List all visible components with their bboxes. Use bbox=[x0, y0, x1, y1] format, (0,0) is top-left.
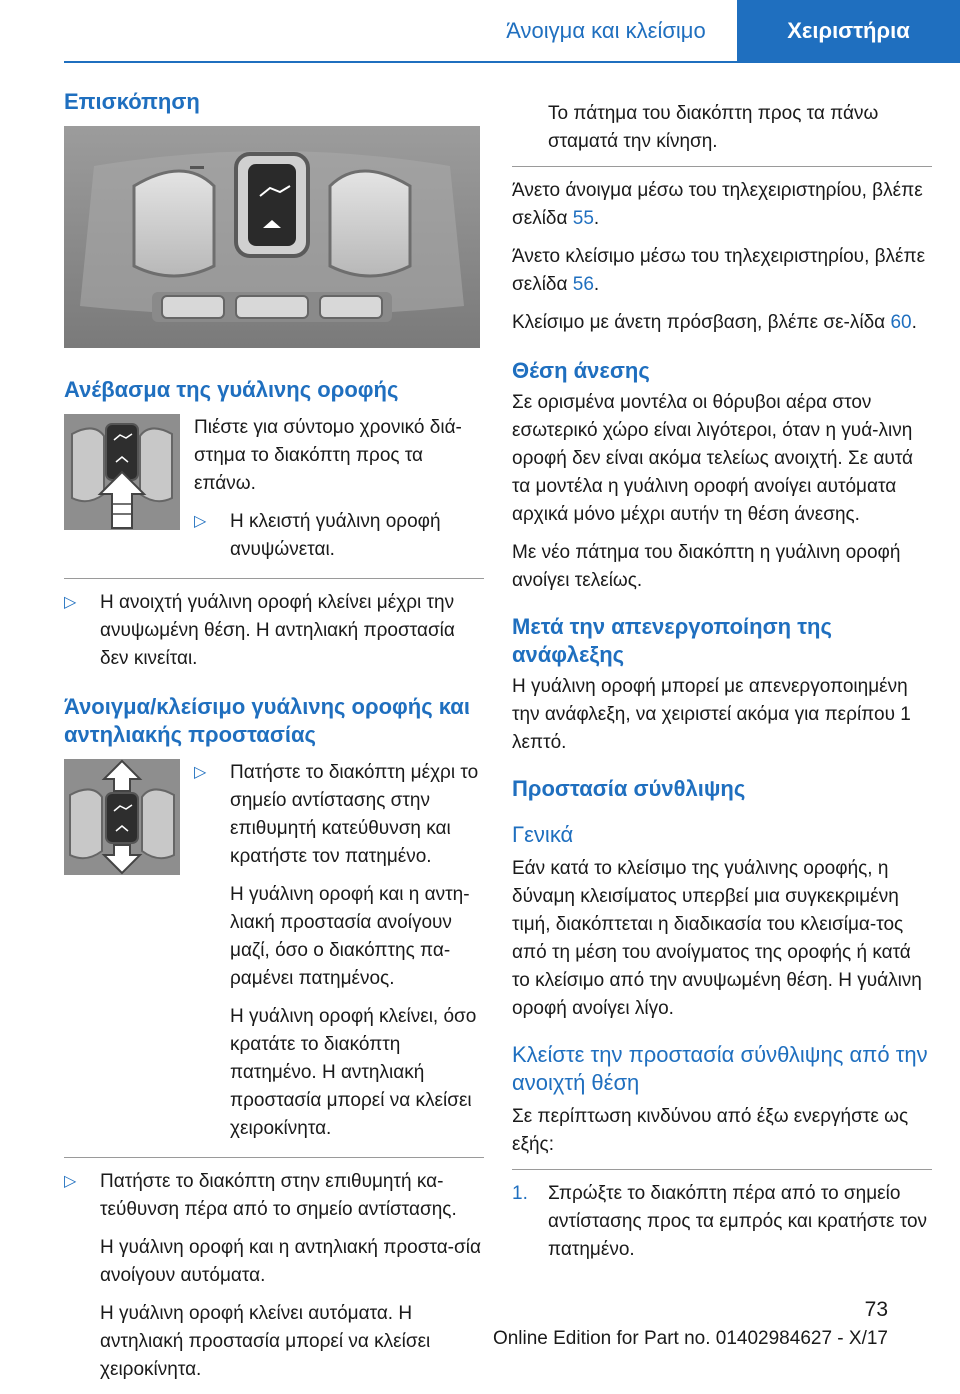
step-1-text: Σπρώξτε το διακόπτη πέρα από το σημείο αντίστασης προς τα εμπρός και κρατήστε τον πατημένο. bbox=[548, 1183, 928, 1260]
general-subheading: Γενικά bbox=[512, 822, 574, 847]
left-column bbox=[64, 88, 484, 1394]
open-close-hold-open-text: Η γυάλινη οροφή και η αντη-λιακή προστασία ανοίγουν μαζί, όσο ο διακόπτης πα-ραμένει πατημένος. bbox=[230, 884, 470, 989]
page-link-55[interactable]: 55 bbox=[572, 208, 594, 229]
open-close-hold-text: Πατήστε το διακόπτη μέχρι το σημείο αντίστασης στην επιθυμητή κατεύθυνση και κρατήστε τον πατημένο. bbox=[230, 762, 479, 867]
open-close-heading: Άνοιγμα/κλείσιμο γυάλινης οροφής και αντηλιακής προστασίας bbox=[64, 694, 470, 747]
triangle-bullet-icon: ▷ bbox=[194, 513, 207, 530]
open-close-auto-open-text: Η γυάλινη οροφή και η αντηλιακή προστα-σία ανοίγουν αυτόματα. bbox=[100, 1237, 481, 1286]
switch-press-up-thumbnail bbox=[64, 414, 180, 530]
raise-roof-note bbox=[64, 589, 484, 673]
page-number: 73 bbox=[864, 1298, 888, 1321]
raise-roof-result bbox=[194, 508, 484, 564]
right-column bbox=[512, 100, 932, 1274]
open-close-section bbox=[64, 759, 484, 1153]
triangle-bullet-icon: ▷ bbox=[64, 594, 77, 611]
section-divider bbox=[512, 166, 932, 167]
header-section-title: Άνοιγμα και κλείσιμο bbox=[506, 18, 706, 43]
after-ignition-heading: Μετά την απενεργοποίηση της ανάφλεξης bbox=[512, 614, 832, 667]
comfort-access-text: Κλείσιμο με άνετη πρόσβαση, βλέπε σε-λίδα bbox=[512, 312, 891, 333]
open-close-auto-text: Πατήστε το διακόπτη στην επιθυμητή κα-τεύθυνση πέρα από το σημείο αντίστασης. bbox=[100, 1171, 457, 1220]
raise-roof-note-text: Η ανοιχτή γυάλινη οροφή κλείνει μέχρι την ανυψωμένη θέση. Η αντηλιακή προστασία δεν κινείται. bbox=[100, 592, 455, 669]
overview-heading: Επισκόπηση bbox=[64, 89, 200, 114]
raise-roof-heading: Ανέβασμα της γυάλινης οροφής bbox=[64, 377, 399, 402]
pinch-protection-heading: Προστασία σύνθλιψης bbox=[512, 776, 746, 801]
remote-open-text: Άνετο άνοιγμα μέσω του τηλεχειριστηρίου, βλέπε σελίδα bbox=[512, 180, 923, 229]
page-link-60[interactable]: 60 bbox=[890, 312, 912, 333]
step-1-number: 1. bbox=[512, 1183, 528, 1204]
close-from-open-subheading: Κλείστε την προστασία σύνθλιψης από την ανοιχτή θέση bbox=[512, 1042, 928, 1095]
stop-movement-text: Το πάτημα του διακόπτη προς τα πάνω σταματά την κίνηση. bbox=[548, 103, 879, 152]
edition-footer: Online Edition for Part no. 01402984627 - X/17 bbox=[492, 1328, 888, 1349]
open-close-auto-close-text: Η γυάλινη οροφή κλείνει αυτόματα. Η αντηλιακή προστασία μπορεί να κλείσει χειροκίνητα. bbox=[100, 1303, 431, 1380]
after-ignition-text: Η γυάλινη οροφή μπορεί με απενεργοποιημένη την ανάφλεξη, να χειριστεί ακόμα για περίπου 1 λεπτό. bbox=[512, 676, 911, 753]
page-link-56[interactable]: 56 bbox=[572, 274, 594, 295]
step-1 bbox=[512, 1180, 932, 1264]
header-divider bbox=[64, 61, 960, 63]
switch-up-down-thumbnail bbox=[64, 759, 180, 875]
general-text: Εάν κατά το κλείσιμο της γυάλινης οροφής, η δύναμη κλεισίματος υπερβεί μια συγκεκριμένη τιμή, διακόπτεται η διαδικασία του κλεισίμα-τος από τη μέση του ανοίγματος της οροφής ή κατά το κλείσιμο από την ανυψωμένη θέση. Η γυάλινη οροφή ανοίγει λίγο. bbox=[512, 858, 922, 1019]
remote-open-reference: Άνετο άνοιγμα μέσω του τηλεχειριστηρίου, βλέπε σελίδα 55. bbox=[512, 180, 923, 229]
triangle-bullet-icon: ▷ bbox=[64, 1173, 77, 1190]
raise-roof-section bbox=[64, 414, 484, 574]
bullet-divider bbox=[64, 1157, 484, 1158]
close-from-open-text: Σε περίπτωση κινδύνου από έξω ενεργήστε ως εξής: bbox=[512, 1106, 909, 1155]
section-divider bbox=[512, 1169, 932, 1170]
open-close-hold-close-text: Η γυάλινη οροφή κλείνει, όσο κρατάτε το διακόπτη πατημένο. Η αντηλιακή προστασία μπορεί να κλείσει χειροκίνητα. bbox=[230, 1006, 477, 1139]
open-close-step-hold bbox=[194, 759, 484, 1143]
header-chapter-tab: Χειριστήρια bbox=[737, 0, 960, 62]
comfort-position-text-2: Με νέο πάτημα του διακόπτη η γυάλινη οροφή ανοίγει τελείως. bbox=[512, 542, 901, 591]
comfort-access-reference: Κλείσιμο με άνετη πρόσβαση, βλέπε σε-λίδα 60. bbox=[512, 312, 917, 333]
raise-roof-result-text: Η κλειστή γυάλινη οροφή ανυψώνεται. bbox=[230, 511, 441, 560]
bullet-divider bbox=[64, 578, 484, 579]
open-close-step-auto bbox=[64, 1168, 484, 1384]
raise-roof-instruction: Πιέστε για σύντομο χρονικό διά-στημα το διακόπτη προς τα επάνω. bbox=[194, 417, 462, 494]
triangle-bullet-icon: ▷ bbox=[194, 764, 207, 781]
roof-switch-overview-photo bbox=[64, 126, 480, 348]
remote-close-reference: Άνετο κλείσιμο μέσω του τηλεχειριστηρίου, βλέπε σελίδα 56. bbox=[512, 246, 926, 295]
remote-close-text: Άνετο κλείσιμο μέσω του τηλεχειριστηρίου, βλέπε σελίδα bbox=[512, 246, 926, 295]
comfort-position-text: Σε ορισμένα μοντέλα οι θόρυβοι αέρα στον εσωτερικό χώρο είναι λιγότεροι, όταν η γυά-λινη οροφή δεν είναι ακόμα τελείως ανοιχτή. Σε αυτά τα μοντέλα η γυάλινη οροφή ανοίγει αυτόματα αρχικά μόνο μέχρι αυτήν τη θέση άνεσης. bbox=[512, 392, 914, 525]
comfort-position-heading: Θέση άνεσης bbox=[512, 358, 650, 383]
